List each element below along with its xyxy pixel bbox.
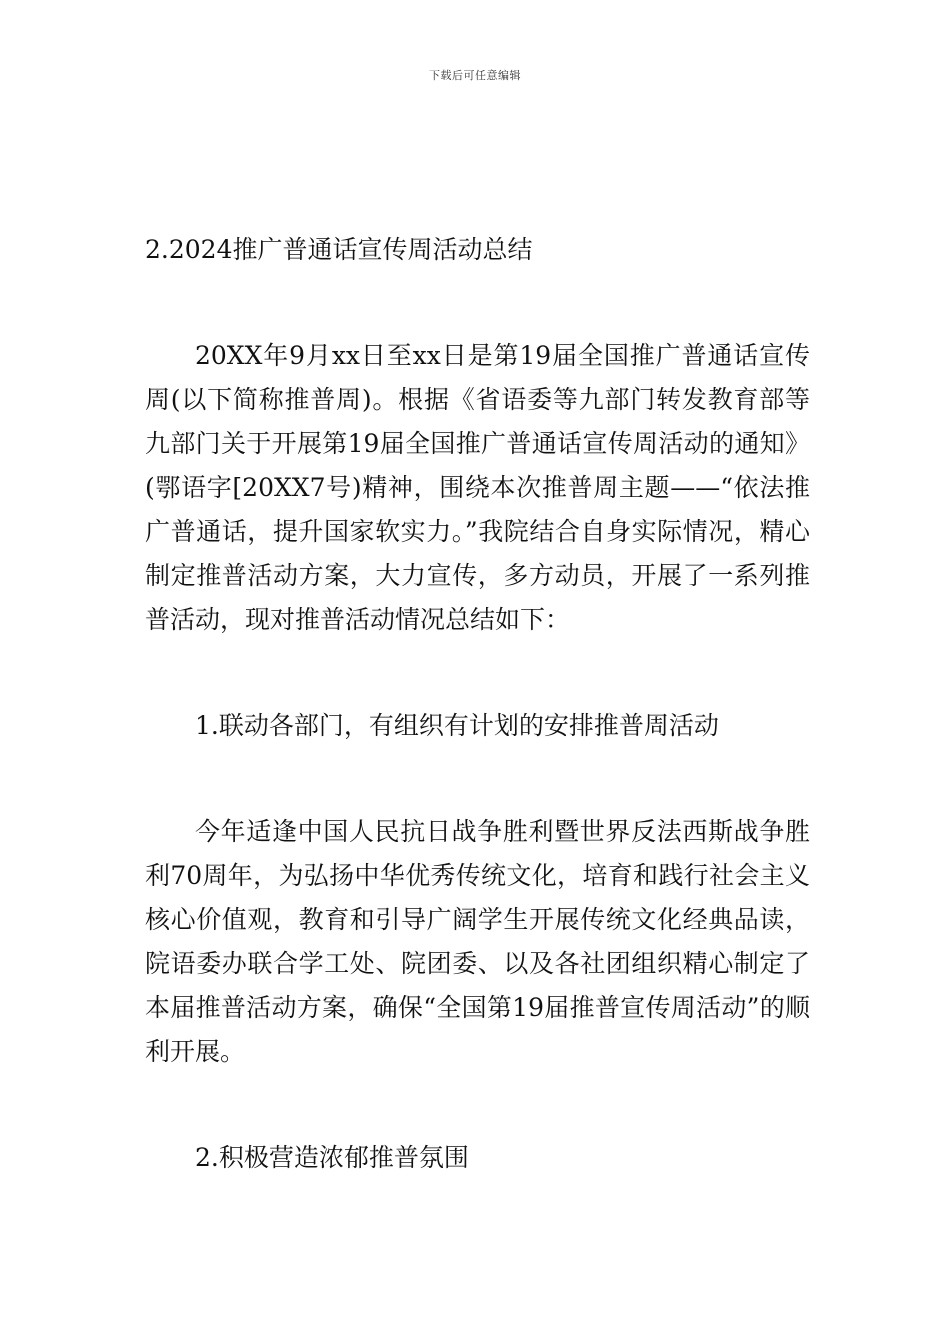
- section-1-paragraph: 今年适逢中国人民抗日战争胜利暨世界反法西斯战争胜利70周年，为弘扬中华优秀传统文化，培育和践行社会主义核心价值观，教育和引导广阔学生开展传统文化经典品读，院语委办联合学工处、院团委、以及各社团组织精心制定了本届推普活动方案，确保“全国第19届推普宣传周活动”的顺利开展。: [145, 817, 810, 1066]
- section-2-heading: 2.积极营造浓郁推普氛围: [195, 1143, 469, 1172]
- intro-paragraph: 20XX年9月xx日至xx日是第19届全国推广普通话宣传周(以下简称推普周)。根据《省语委等九部门转发教育部等九部门关于开展第19届全国推广普通话宣传周活动的通知》(鄂语字[20XX7号)精神，围绕本次推普周主题——“依法推广普通话，提升国家软实力。”我院结合自身实际情况，精心制定推普活动方案，大力宣传，多方动员，开展了一系列推普活动，现对推普活动情况总结如下：: [145, 341, 810, 634]
- section-1-heading: 1.联动各部门，有组织有计划的安排推普周活动: [195, 711, 719, 740]
- header-note: 下载后可任意编辑: [429, 69, 521, 82]
- document-body: [145, 228, 810, 1242]
- document-title: 2.2024推广普通话宣传周活动总结: [145, 235, 533, 264]
